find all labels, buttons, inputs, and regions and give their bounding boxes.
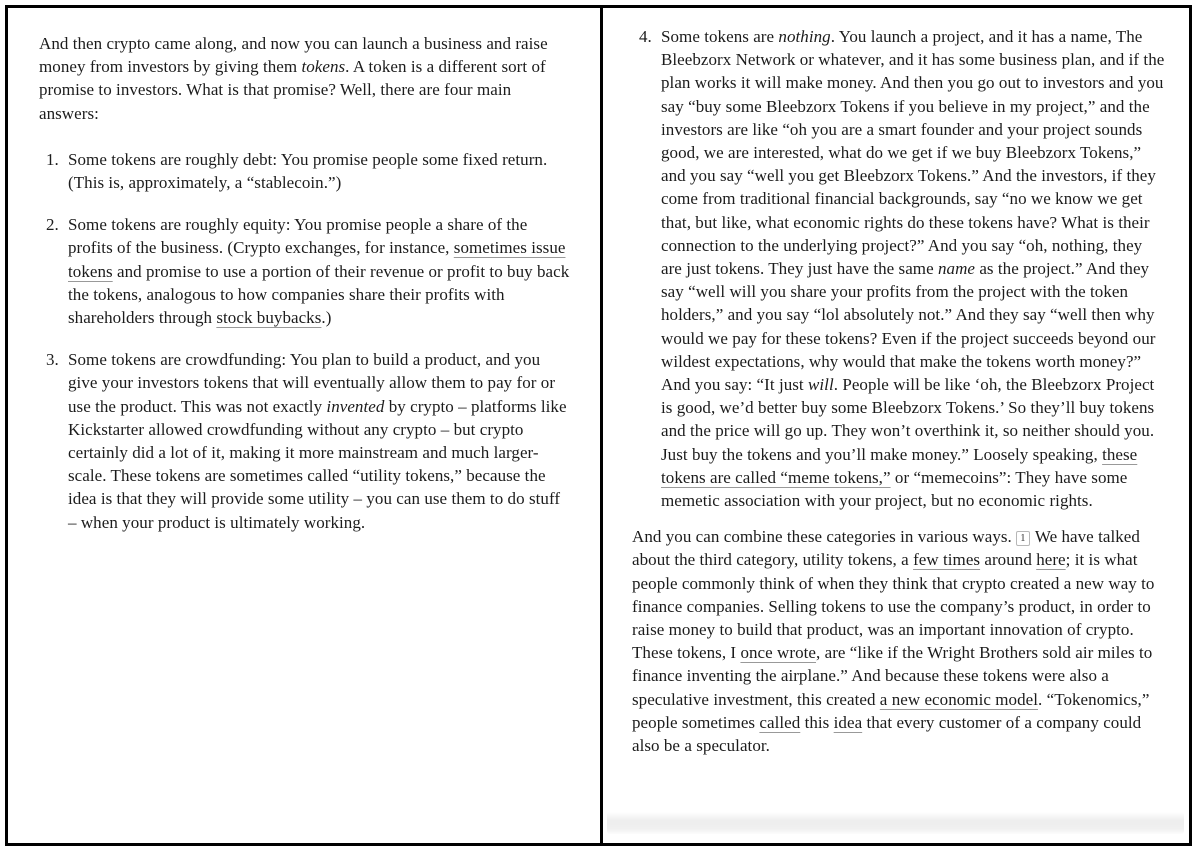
- right-page: [603, 8, 1189, 843]
- text-run: , are “like if the Wright Brothers sold air miles to finance inventing the airplane.” And because these tokens were also a speculative investment, this created: [632, 643, 1153, 709]
- text-run: ; it is what people commonly think of when they think that crypto created a new way to finance companies. Selling tokens to use the company’s product, in order to raise money to build that product, was an important innovation of crypto. These tokens, I: [632, 550, 1155, 663]
- document-frame: [5, 5, 1192, 846]
- list-item-number: 1.: [46, 149, 59, 169]
- token-types-list-continued: [632, 25, 1165, 512]
- list-item-number: 3.: [46, 350, 59, 370]
- text-run: Some tokens are roughly debt: You promise people some fixed return. (This is, approximately, a “stablecoin.”): [68, 149, 548, 193]
- text-run: or “memecoins”: They have some memetic association with your project, but no economic rights.: [661, 467, 1128, 511]
- text-run: as the project.” And they say “well will you share your profits from the project with the token holders,” and you say “lol absolutely not.” And they say “well then why would we pay for these tokens? Even if the project succeeds beyond our wildest expectations, why would that make the tokens worth money?” And you say: “It just: [661, 259, 1156, 395]
- text-run: . A token is a different sort of promise to investors. What is that promise? Well, there are four main answers:: [39, 57, 546, 123]
- emphasized-text: will: [808, 375, 834, 395]
- text-run: And then crypto came along, and now you can launch a business and raise money from investors by giving them: [39, 34, 548, 77]
- text-run: . You launch a project, and it has a name, The Bleebzorx Network or whatever, and it has some business plan, and if the plan works it will make money. And then you go out to investors and you say “buy some Bleebzorx Tokens if you believe in my project,” and the investors are like “oh you are a smart founder and your project sounds good, we are interested, what do we get if we buy Bleebzorx Tokens,” and you say “well you get Bleebzorx Tokens.” And the investors, if they come from traditional financial backgrounds, say “no we know we get that, but like, what economic rights do these tokens have? What is their connection to the underlying project?” And you say “oh, nothing, they are just tokens. They just have the same: [661, 27, 1165, 279]
- list-item-number: 4.: [639, 27, 652, 46]
- inline-link[interactable]: few times: [913, 550, 981, 570]
- closing-paragraph: [632, 525, 1165, 757]
- text-run: this: [800, 712, 834, 732]
- inline-link[interactable]: a new economic model: [879, 689, 1038, 709]
- list-item-1: [39, 148, 572, 194]
- text-run: We have talked about the third category, utility tokens, a: [632, 527, 1140, 570]
- inline-link[interactable]: stock buybacks: [216, 308, 322, 328]
- emphasized-text: name: [937, 259, 976, 279]
- emphasized-text: tokens: [301, 57, 346, 77]
- list-item-3: [39, 348, 572, 534]
- token-types-list: [39, 148, 572, 534]
- bottom-fade-overlay: [607, 812, 1184, 834]
- list-item-text: [68, 213, 572, 329]
- inline-link[interactable]: here: [1036, 550, 1066, 570]
- left-page: [8, 8, 600, 843]
- text-run: Some tokens are roughly equity: You promise people a share of the profits of the business. (Crypto exchanges, for instance,: [68, 215, 528, 258]
- inline-link[interactable]: once wrote: [740, 643, 816, 663]
- list-item-4: [632, 25, 1165, 512]
- list-item-2: [39, 213, 572, 329]
- inline-link[interactable]: idea: [833, 712, 863, 732]
- text-run: Some tokens are crowdfunding: You plan to build a product, and you give your investors tokens that will eventually allow them to pay for or use the product. This was not exactly: [68, 350, 556, 416]
- text-run: .): [321, 308, 332, 328]
- text-run: that every customer of a company could also be a speculator.: [632, 712, 1142, 756]
- list-item-text: [68, 148, 572, 194]
- emphasized-text: nothing: [778, 27, 831, 46]
- text-run: around: [980, 550, 1037, 570]
- footnote-marker[interactable]: 1: [1016, 531, 1030, 546]
- list-item-text: [661, 25, 1165, 512]
- inline-link[interactable]: these tokens are called “meme tokens,”: [661, 444, 1138, 487]
- inline-link[interactable]: sometimes issue tokens: [68, 238, 566, 281]
- text-run: and promise to use a portion of their revenue or profit to buy back the tokens, analogous to how companies share their profits with shareholders through: [68, 261, 570, 328]
- text-run: . “Tokenomics,” people sometimes: [632, 689, 1150, 732]
- inline-link[interactable]: called: [759, 712, 801, 732]
- text-run: And you can combine these categories in various ways.: [632, 527, 1012, 547]
- text-run: by crypto – platforms like Kickstarter allowed crowdfunding without any crypto – but crypto certainly did a lot of it, making it more mainstream and much larger-scale. These tokens are sometimes called “utility tokens,” because the idea is that they will provide some utility – you can use them to do stuff – when your product is ultimately working.: [68, 396, 567, 532]
- text-run: Some tokens are: [661, 27, 779, 46]
- intro-paragraph: [39, 32, 572, 125]
- list-item-number: 2.: [46, 215, 59, 235]
- list-item-text: [68, 348, 572, 534]
- text-run: . People will be like ‘oh, the Bleebzorx Project is good, we’d better buy some Bleebzorx Tokens.’ So they’ll buy tokens and the price will go up. They won’t overthink it, so neither should you. Just buy the tokens and you’ll make money.” Loosely speaking,: [661, 375, 1155, 464]
- emphasized-text: invented: [326, 396, 385, 416]
